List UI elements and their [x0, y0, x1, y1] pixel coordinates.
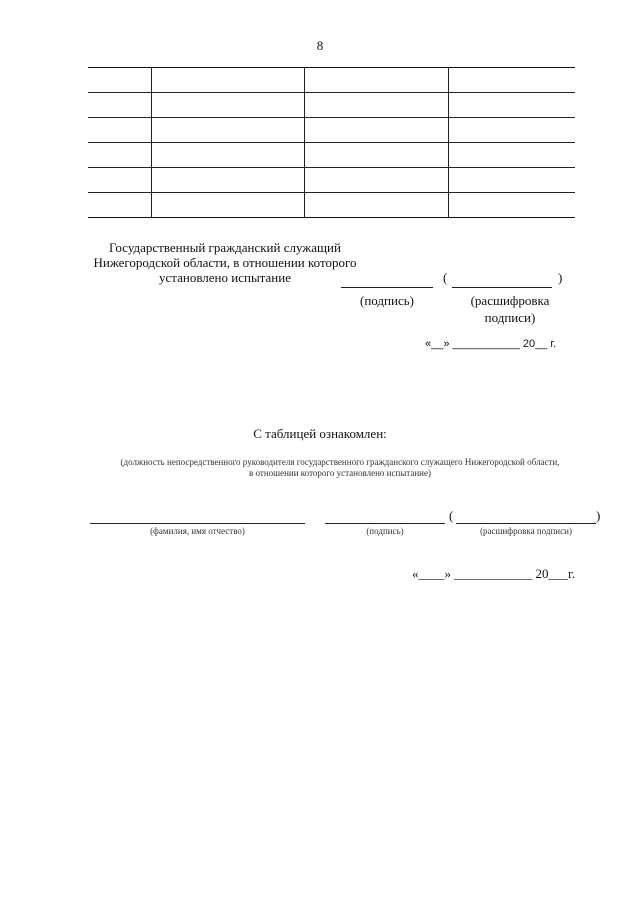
close-paren: ): [596, 508, 601, 523]
manager-signature-label: (подпись): [366, 526, 404, 536]
table-row-divider: [88, 192, 575, 193]
position-note-line2: в отношении которого установлено испытание): [249, 468, 431, 478]
signature-label: (подпись): [360, 293, 414, 308]
fio-label: (фамилия, имя отчество): [150, 526, 245, 536]
table-row-divider: [88, 142, 575, 143]
signature-line: [341, 287, 433, 288]
open-paren: (: [443, 270, 448, 285]
acquaintance-date: «____» ____________ 20___г.: [412, 566, 576, 581]
manager-decoding-label: (расшифровка подписи): [480, 526, 572, 536]
evaluation-table: [88, 67, 575, 218]
decoding-label: (расшифровка: [470, 293, 550, 308]
table-column-divider: [448, 67, 449, 218]
position-note: [80, 457, 600, 479]
manager-signature-line: [325, 523, 445, 524]
close-paren: ): [558, 270, 563, 285]
table-row-divider: [88, 167, 575, 168]
manager-decoding-line: [456, 523, 596, 524]
table-column-divider: [151, 67, 152, 218]
open-paren: (: [449, 508, 454, 523]
table-row-divider: [88, 117, 575, 118]
decoding-label-cont: подписи): [484, 310, 536, 325]
decoding-line: [452, 287, 552, 288]
table-border-top: [88, 67, 575, 68]
fio-line: [90, 523, 305, 524]
table-border-bottom: [88, 217, 575, 218]
employee-title: Государственный гражданский служащий Нижегородской области, в отношении которого установлено испытание: [93, 240, 357, 285]
position-note-line1: (должность непосредственного руководителя государственного гражданского служащего Нижегородской области,: [120, 457, 560, 467]
table-column-divider: [304, 67, 305, 218]
acquaintance-title: С таблицей ознакомлен:: [253, 426, 387, 441]
page-number: 8: [316, 38, 324, 53]
table-row-divider: [88, 92, 575, 93]
employee-date: «__» ___________ 20__ г.: [425, 338, 557, 350]
